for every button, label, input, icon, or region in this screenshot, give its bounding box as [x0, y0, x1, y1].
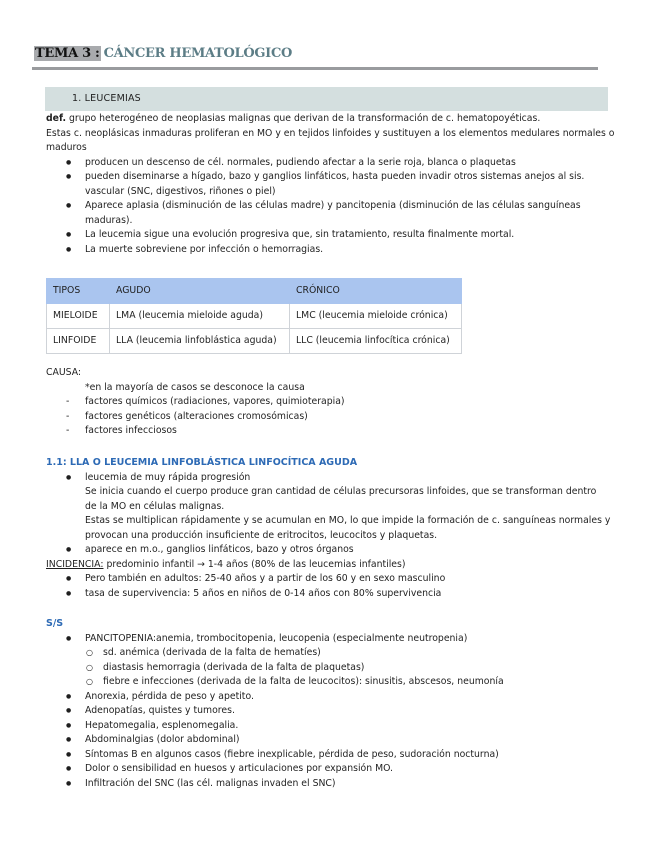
table-row [47, 304, 462, 329]
list-item: ● Infiltración del SNC (las cél. malignas invaden el SNC) [46, 777, 621, 792]
definition-text-1: grupo heterogéneo de neoplasias malignas que derivan de la transformación de c. hematopoyéticas. [66, 113, 541, 124]
list-item: ● Hepatomegalia, esplenomegalia. [46, 719, 621, 734]
list-item-text: ● producen un descenso de cél. normales, pudiendo afectar a la serie roja, blanca o plaquetas [85, 156, 516, 168]
list-item: ● Dolor o sensibilidad en huesos y articulaciones por expansión MO. [46, 762, 621, 777]
list-item [46, 543, 621, 558]
page-title [34, 47, 292, 62]
table-header-cell: TIPOS [47, 279, 110, 304]
section-header-text: 1. LEUCEMIAS [72, 93, 141, 104]
table-cell: LINFOIDE [47, 329, 110, 354]
table-header-row [47, 279, 462, 304]
list-item: - factores infecciosos [46, 424, 621, 439]
section-header-leucemias [45, 87, 608, 111]
definition-bullets [46, 156, 621, 258]
list-item: ○ fiebre e infecciones (derivada de la falta de leucocitos): sinusitis, abscesos, neumonía [46, 675, 621, 690]
list-item-text: ● leucemia de muy rápida progresión [85, 471, 251, 483]
ss-list-more [46, 690, 621, 792]
lla-block [46, 456, 621, 601]
causa-block [46, 366, 621, 439]
table-cell: MIELOIDE [47, 304, 110, 329]
list-item-text: Estas se multiplican rápidamente y se acumulan en MO, lo que impide la formación de c. sanguíneas normales y [85, 515, 611, 526]
list-item: ○ diastasis hemorragia (derivada de la falta de plaquetas) [46, 661, 621, 676]
list-item [46, 228, 621, 243]
list-item-text: de la MO en células malignas. [85, 500, 225, 512]
causa-note: *en la mayoría de casos se desconoce la causa [85, 381, 305, 393]
incidencia-label: INCIDENCIA: [46, 558, 104, 570]
ss-sublist [46, 646, 621, 690]
definition-line-3: maduros [46, 142, 87, 153]
table-cell: LMC (leucemia mieloide crónica) [290, 304, 462, 329]
definition-line-1 [46, 112, 621, 127]
table-cell: LLC (leucemia linfocítica crónica) [290, 329, 462, 354]
list-item-text: ● Aparece aplasia (disminución de las células madre) y pancitopenia (disminución de las células sanguíneas [85, 200, 581, 211]
list-item-text: ● aparece en m.o., ganglios linfáticos, bazo y otros órganos [85, 544, 354, 555]
list-item-text: vascular (SNC, digestivos, riñones o piel) [85, 185, 276, 197]
list-item [46, 471, 621, 544]
lla-heading: 1.1: LLA O LEUCEMIA LINFOBLÁSTICA LINFOCÍTICA AGUDA [46, 457, 358, 468]
ss-block [46, 617, 621, 791]
incidencia-list [46, 572, 621, 601]
table-header-cell: CRÓNICO [290, 279, 462, 304]
table-cell: LLA (leucemia linfoblástica aguda) [110, 329, 290, 354]
table-row [47, 329, 462, 354]
causa-label: CAUSA: [46, 367, 82, 378]
definition-label: def. [46, 113, 67, 124]
list-item: - factores genéticos (alteraciones cromosómicas) [46, 410, 621, 425]
list-item [46, 156, 621, 171]
table-header-cell: AGUDO [110, 279, 290, 304]
list-item-text: ● pueden diseminarse a hígado, bazo y ganglios linfáticos, hasta pueden invadir otros sistemas anejos al sis. [85, 171, 585, 182]
table-cell: LMA (leucemia mieloide aguda) [110, 304, 290, 329]
list-item: ● Anorexia, pérdida de peso y apetito. [46, 690, 621, 705]
list-item: ○ sd. anémica (derivada de la falta de hematíes) [46, 646, 621, 661]
list-item: ● Pero también en adultos: 25-40 años y a partir de los 60 y en sexo masculino [46, 572, 621, 587]
tema-label: TEMA 3 : [35, 46, 100, 61]
definition-block [46, 112, 621, 257]
list-item-text: Se inicia cuando el cuerpo produce gran cantidad de células precursoras linfoides, que se transforman dentro [85, 486, 597, 497]
list-item-text: ● La leucemia sigue una evolución progresiva que, sin tratamiento, resulta finalmente mortal. [85, 229, 515, 240]
title-underline [32, 67, 598, 70]
lla-list [46, 471, 621, 558]
incidencia-text: predominio infantil → 1-4 años (80% de las leucemias infantiles) [103, 558, 406, 570]
list-item [46, 243, 621, 258]
definition-line-2: Estas c. neoplásicas inmaduras proliferan en MO y en tejidos linfoides y sustituyen a los elementos medulares normales o [46, 127, 615, 139]
ss-list [46, 632, 621, 647]
list-item: ● Síntomas B en algunos casos (fiebre inexplicable, pérdida de peso, sudoración nocturna) [46, 748, 621, 763]
list-item-text: ● La muerte sobreviene por infección o hemorragias. [85, 243, 324, 255]
list-item [46, 199, 621, 228]
list-item [46, 170, 621, 199]
list-item: ● Adenopatías, quistes y tumores. [46, 704, 621, 719]
causa-list [46, 395, 621, 439]
list-item-text: maduras). [85, 214, 133, 226]
list-item-text: ● PANCITOPENIA:anemia, trombocitopenia, leucopenia (especialmente neutropenia) [85, 632, 468, 644]
list-item: ● tasa de supervivencia: 5 años en niños de 0-14 años con 80% supervivencia [46, 587, 621, 602]
ss-heading: S/S [46, 618, 64, 629]
list-item: - factores químicos (radiaciones, vapores, quimioterapia) [46, 395, 621, 410]
list-item [46, 632, 621, 647]
leukemia-types-table [46, 278, 462, 354]
list-item-text: provocan una producción insuficiente de eritrocitos, leucocitos y plaquetas. [85, 529, 438, 541]
incidencia-line [46, 558, 621, 573]
tema-topic: CÁNCER HEMATOLÓGICO [103, 46, 293, 61]
list-item: ● Abdominalgias (dolor abdominal) [46, 733, 621, 748]
